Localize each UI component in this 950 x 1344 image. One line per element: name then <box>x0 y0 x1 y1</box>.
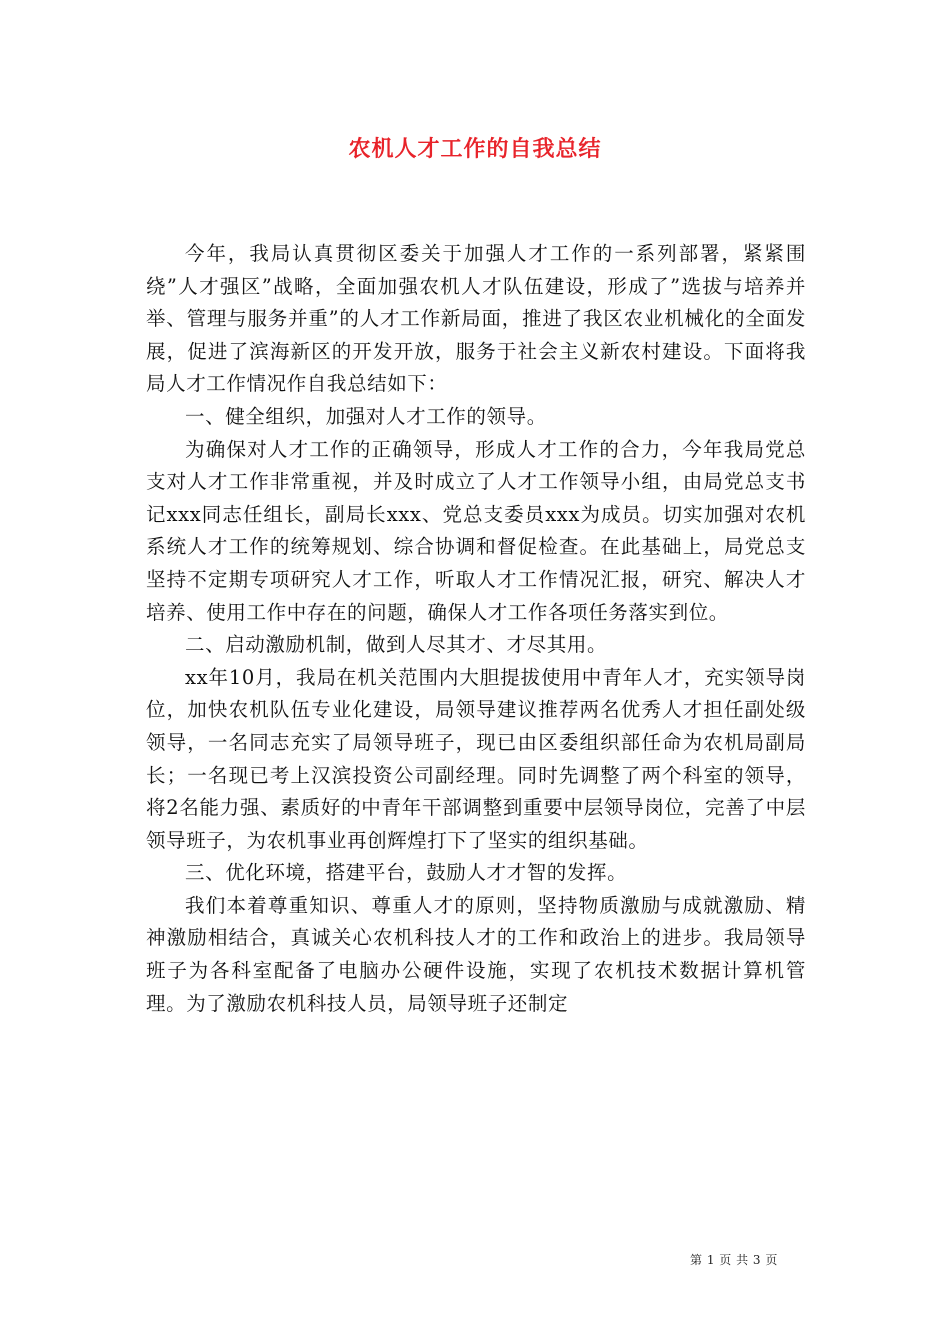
page-number: 第 1 页 共 3 页 <box>690 1253 778 1267</box>
document-body <box>146 238 806 1020</box>
document-title: 农机人才工作的自我总结 <box>348 136 602 162</box>
section-heading-2: 二、启动激励机制，做到人尽其才、才尽其用。 <box>185 633 608 657</box>
section-heading-3: 三、优化环境，搭建平台，鼓励人才才智的发挥。 <box>185 861 628 885</box>
paragraph-section-3: 我们本着尊重知识、尊重人才的原则，坚持物质激励与成就激励、精神激励相结合，真诚关心农机科技人才的工作和政治上的进步。我局领导班子为各科室配备了电脑办公硬件设施，实现了农机技术数据计算机管理。为了激励农机科技人员，局领导班子还制定 <box>146 893 806 1015</box>
paragraph-section-1: 为确保对人才工作的正确领导，形成人才工作的合力，今年我局党总支对人才工作非常重视，并及时成立了人才工作领导小组，由局党总支书记xxx同志任组长，副局长xxx、党总支委员xxx为成员。切实加强对农机系统人才工作的统筹规划、综合协调和督促检查。在此基础上，局党总支坚持不定期专项研究人才工作，听取人才工作情况汇报，研究、解决人才培养、使用工作中存在的问题，确保人才工作各项任务落实到位。 <box>146 437 806 624</box>
paragraph-section-2: xx年10月，我局在机关范围内大胆提拔使用中青年人才，充实领导岗位，加快农机队伍专业化建设，局领导建议推荐两名优秀人才担任副处级领导，一名同志充实了局领导班子，现已由区委组织部任命为农机局副局长；一名现已考上汉滨投资公司副经理。同时先调整了两个科室的领导，将2名能力强、素质好的中青年干部调整到重要中层领导岗位，完善了中层领导班子，为农机事业再创辉煌打下了坚实的组织基础。 <box>146 665 806 852</box>
section-heading-1: 一、健全组织，加强对人才工作的领导。 <box>185 404 547 428</box>
paragraph-intro: 今年，我局认真贯彻区委关于加强人才工作的一系列部署，紧紧围绕”人才强区”战略，全面加强农机人才队伍建设，形成了”选拔与培养并举、管理与服务并重”的人才工作新局面，推进了我区农业机械化的全面发展，促进了滨海新区的开发开放，服务于社会主义新农村建设。下面将我局人才工作情况作自我总结如下： <box>146 242 806 396</box>
